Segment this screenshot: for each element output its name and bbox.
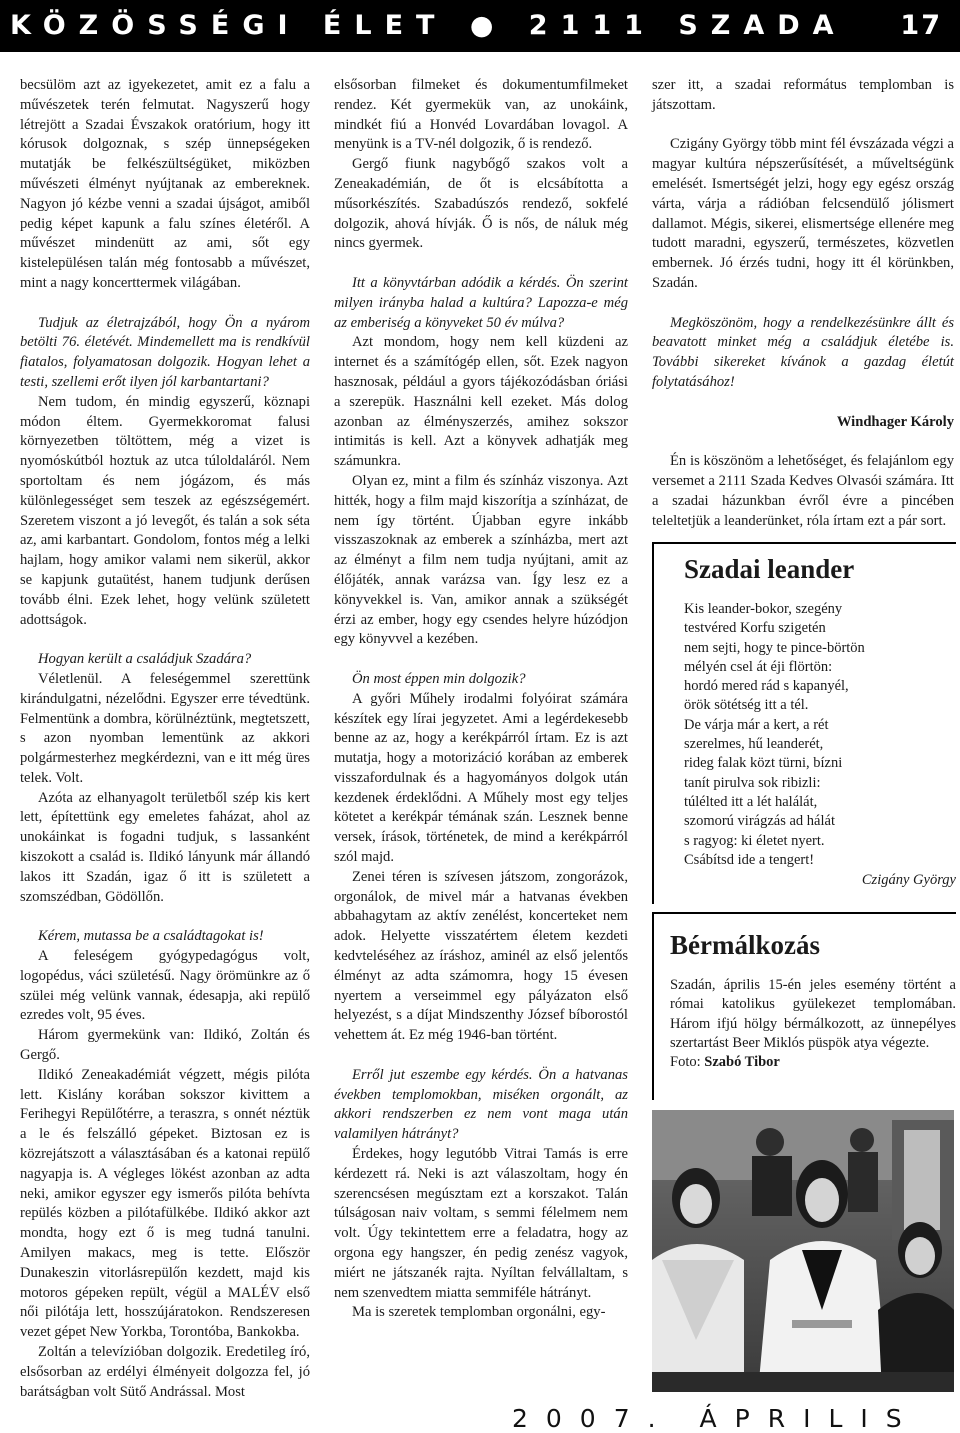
- article-paragraph: becsülöm azt az igyekezetet, amit ez a falu a művészetek terén felmutat. Nagyszerű hogy létrejött a Szadai Évszakok oratórium, hogy itt kórusok dolgoznak, s szép ünnepségeken mutatják be felkészültségüket, miközben művészeti élményt nyújtanak az embereknek. Nagyon jó kézbe venni a szadai újságot, amiből pedig képet kapunk a falu színes életéről. A művészet mindenütt az ami, sőt egy kistelepülésen talán még fontosabb a művészet, mint a nagy koncerttermek világában.: [20, 77, 310, 291]
- section-title: KÖZÖSSÉGI ÉLET ● 2111 SZADA: [10, 10, 847, 41]
- interviewer-signature: Windhager Károly: [836, 413, 954, 430]
- article-paragraph: Véletlenül. A feleségemmel szerettünk kirándulgatni, nézelődni. Egyszer erre tévedtünk. Felmentünk a dombra, körülnéztünk, megtetszett, s azon nyomban lementünk az akkori polgármesterhez megkérdezni, van e itt még üres telek. Volt.: [20, 670, 310, 786]
- poem-line: testvéred Korfu szigetén: [684, 620, 826, 637]
- page-number: 17: [900, 10, 942, 41]
- bermalkozas-box: [652, 912, 956, 1100]
- interview-question: Megköszönöm, hogy a rendelkezésünkre állt és beavatott minket még a családjuk életébe is. További sikereket kívánok a gazdag életút folytatásához!: [652, 314, 954, 390]
- poem-author: Czigány György: [861, 872, 956, 888]
- bermalkozas-title: Bérmálkozás: [670, 930, 820, 960]
- poem-line: rideg falak közt türni, bízni: [684, 755, 843, 772]
- article-paragraph: Ma is szeretek templomban orgonálni, egy-: [352, 1304, 606, 1321]
- bermalkozas-text: [670, 976, 956, 1072]
- poem-line: szerelmes, hű leanderét,: [684, 736, 824, 753]
- photo-credit-label: Foto:: [670, 1054, 705, 1071]
- article-paragraph: Három gyermekünk van: Ildikó, Zoltán és Gergő.: [20, 1027, 310, 1064]
- photo-credit: [670, 1053, 956, 1072]
- article-column-3: [652, 76, 954, 531]
- page-header: [0, 0, 960, 52]
- article-paragraph: Nem tudom, én mindig egyszerű, köznapi módon éltem. Gyermekkoromat falusi környezetben töltöttem, még a vizet is nyomóskútból hoztuk az utca túloldaláról. Nem sportoltam és nem jógázom, és más különlegességet sem teszek az egészségemért. Szeretem viszont a jó levegőt, és talán a sok séta az, ami karbantart. Gondolom, fontos még a lelki hajlam, hogy amikor valami nem sikerül, akkor se kapjunk gutaütést, hanem tudjunk derűsen tovább élni. Ezek lehet, hogy velünk született adottságok.: [20, 393, 310, 628]
- article-paragraph: Én is köszönöm a lehetőséget, és felajánlom egy versemet a 2111 Szada Kedves Olvasói számára. Itt a szadai házunkban évről évre a pincében teleltetjük a leanderünket, róla írtam ezt a pár sort.: [652, 453, 954, 529]
- photo-credit-name: Szabó Tibor: [704, 1054, 780, 1071]
- poem-lines: [684, 600, 865, 870]
- poem-line: nem sejti, hogy te pince-börtön: [684, 639, 865, 656]
- article-column-2: [334, 76, 628, 1323]
- issue-date: 2007. ÁPRILIS: [512, 1404, 920, 1433]
- confirmation-photo: [652, 1110, 954, 1392]
- poem-line: s ragyog: ki életet nyert.: [684, 832, 825, 849]
- poem-line: túlélted itt a lét halálát,: [684, 793, 818, 810]
- article-paragraph: Érdekes, hogy legutóbb Vitrai Tamás is erre kérdezett rá. Neki is azt válaszoltam, hogy én szerencsésen megúsztam ezt a korszakot. Talán túlságosan naiv voltam, s semmi félelmem nem volt. Úgy tekintettem erre a feladatra, hogy az orgona egy hangszer, én pedig zenész vagyok, miért ne játszanék rajta. Nyíltan felvállaltam, s nem szenvedtem miatta semmiféle hátrányt.: [334, 1146, 628, 1301]
- poem-title: Szadai leander: [684, 554, 855, 584]
- interview-question: Itt a könyvtárban adódik a kérdés. Ön szerint milyen irányba halad a kultúra? Lapozza-e még az emberiség a könyveket 50 év múlva?: [334, 274, 628, 331]
- article-paragraph: Zenei téren is szívesen játszom, zongorázok, orgonálok, de mivel már a hatvanas években abbahagytam az aktív zenélést, koncerteket nem adok. Helyette visszatértem életem kezdeti kedvteléséhez az íráshoz, aminél az első jelentős élményt az adta számomra, hogy 15 évesen nyertem a verseimmel egy pályázaton első helyezést, s a díjat Mindszenthy József bíborostól vehettem át. Ez még 1946-ban történt.: [334, 868, 628, 1044]
- article-paragraph: Zoltán a televízióban dolgozik. Eredetileg író, elsősorban az erdélyi élményeit dolgozza fel, jó barátságban volt Sütő Andrással. Most: [20, 1344, 310, 1400]
- poem-line: tanít pirulva sok ribizli:: [684, 774, 821, 791]
- article-column-1: [20, 76, 310, 1402]
- bermalkozas-body: Szadán, április 15-én jeles esemény történt a római katolikus gyülekezet templomában. Három ifjú hölgy bérmálkozott, az ünnepélyes szertartást Beer Miklós püspök atya végezte.: [670, 977, 956, 1051]
- poem-line: szomorú virágzás ad hálát: [684, 813, 835, 830]
- poem-line: Kis leander-bokor, szegény: [684, 601, 843, 617]
- poem-line: hordó mered rád s kapanyél,: [684, 678, 849, 695]
- article-paragraph: Azt mondom, hogy nem kell küzdeni az internet és a számítógép ellen, sőt. Ezek nagyon hasznosak, például a gyors tájékozódásban óriási a szerepük. Használni kell ezeket. Más dolog azonban az élményszerzés, amihez sokszor intimitás is kell. Azt a könyvek adhatják meg számunkra.: [334, 334, 628, 470]
- article-paragraph: elsősorban filmeket és dokumentumfilmeket rendez. Két gyermekük van, az unokáink, mindkét fiú a Honvéd Lovardában lovagol. A menyünk is a TV-nél dolgozik, ő is rendező.: [334, 77, 628, 153]
- interview-question: Tudjuk az életrajzából, hogy Ön a nyárom betölti 76. életévét. Mindemellett ma is rendkívül fiatalos, folyamatosan dolgozik. Hogyan lehet a testi, szellemi erőt ilyen jól karbantartani?: [20, 314, 310, 390]
- article-paragraph: szer itt, a szadai református templomban is játszottam.: [652, 77, 954, 113]
- article-paragraph: Czigány György több mint fél évszázada végzi a magyar kultúra népszerűsítését, a műveltségünk emelését. Ismertségét jelzi, hogy egy egész ország várta, várja a rádióban felcsendülő jólismert dallamot. Mégis, sikerei, elismertsége ellenére meg tudott maradni, egyszerű, természetes, közvetlen embernek. Jó érzés tudni, hogy itt él körünkben, Szadán.: [652, 136, 954, 291]
- article-paragraph: Azóta az elhanyagolt területből szép kis kert lett, építettünk egy emeletes faházat, ahol az unokáinkat is fogadni tudjuk, s lassanként kiszokott a család is. Ildikó lányunk már állandó lakos itt Szadán, igaz ő itt is született a szomszédban, Gödöllőn.: [20, 789, 310, 905]
- interview-question: Ön most éppen min dolgozik?: [352, 670, 526, 687]
- article-paragraph: Gergő fiunk nagybőgő szakos volt a Zeneakadémián, de őt is elcsábította a műsorkészítés. Szabadúszós rendező, sokfelé dolgozik, ahová hívják. Ő is nős, de náluk még nincs gyermek.: [334, 156, 628, 252]
- poem-box: [652, 542, 956, 904]
- poem-line: mélyén csel át éji flörtön:: [684, 658, 833, 675]
- article-paragraph: A feleségem gyógypedagógus volt, logopédus, váci születésű. Nagy örömünkre az ő szülei még velünk vannak, édesapja, aki repülő ezredes volt, 95 éves.: [20, 948, 310, 1024]
- interview-question: Erről jut eszembe egy kérdés. Ön a hatvanas években templomokban, miséken orgonált, az akkori rendszerben ez nem vont maga után valamilyen hátrányt?: [334, 1066, 628, 1143]
- interview-question: Kérem, mutassa be a családtagokat is!: [38, 928, 264, 945]
- article-paragraph: Ildikó Zeneakadémiát végzett, mégis pilóta lett. Kislány korában sokszor kivittem a Ferihegyi Repülőtérre, a teraszra, s onnét néztük a le és felszálló gépeket. Biztosan ez is közrejátszott a választásában és a katonai repülő nagyapja is. A végleges lökést azonban az adta neki, amikor egyszer egy ismerős pilóta behívta repülés közben a pilótafülkébe. Ildikó akkor azt mondta, hogy ezt ő is meg tudná tanulni. Amilyen makacs, meg is tette. Először Dunakeszin vitorlásrepülőn kezdett, majd kis motoros gépeken repült, végül a MALÉV első női pilótája lett, hosszújáratokon. Rendszeresen vezet gépet New Yorkba, Torontóba, Bankokba.: [20, 1066, 310, 1341]
- article-paragraph: Olyan ez, mint a film és színház viszonya. Azt hitték, hogy a film majd kiszorítja a színházat, de nem így történt. Újabban egyre inkább visszaszoknak az emberek a színházba, mert azt az élményt a film nem tudja nyújtani, amit az élőjáték, annak varázsa van. Így lesz ez a könyvekkel is. Van, amikor annak a szükségét érzi az ember, hogy egy csendes helyre húzódjon egy könyvvel a kezében.: [334, 472, 628, 648]
- interview-question: Hogyan került a családjuk Szadára?: [38, 651, 252, 668]
- poem-line: Csábítsd ide a tengert!: [684, 851, 815, 868]
- poem-line: De várja már a kert, a rét: [684, 716, 829, 733]
- article-paragraph: A győri Műhely irodalmi folyóirat számára készítek egy lírai jegyzetet. Ami a legérdekesebb benne az az, hogy a kerékpárról írtam. Ez is azt mutatja, hogy a motorizáció korában az emberek visszafordulnak és a hagyományos dolgok után kezdenek érdeklődni. A Műhely most egy teljes kötetet a kerékpár témának szán. Lesznek benne versek, írások, történetek, de mind a kerékpárról szól majd.: [334, 690, 628, 866]
- confirmation-photo-image: [652, 1110, 954, 1392]
- poem-line: örök sötétség itt a tél.: [684, 697, 809, 714]
